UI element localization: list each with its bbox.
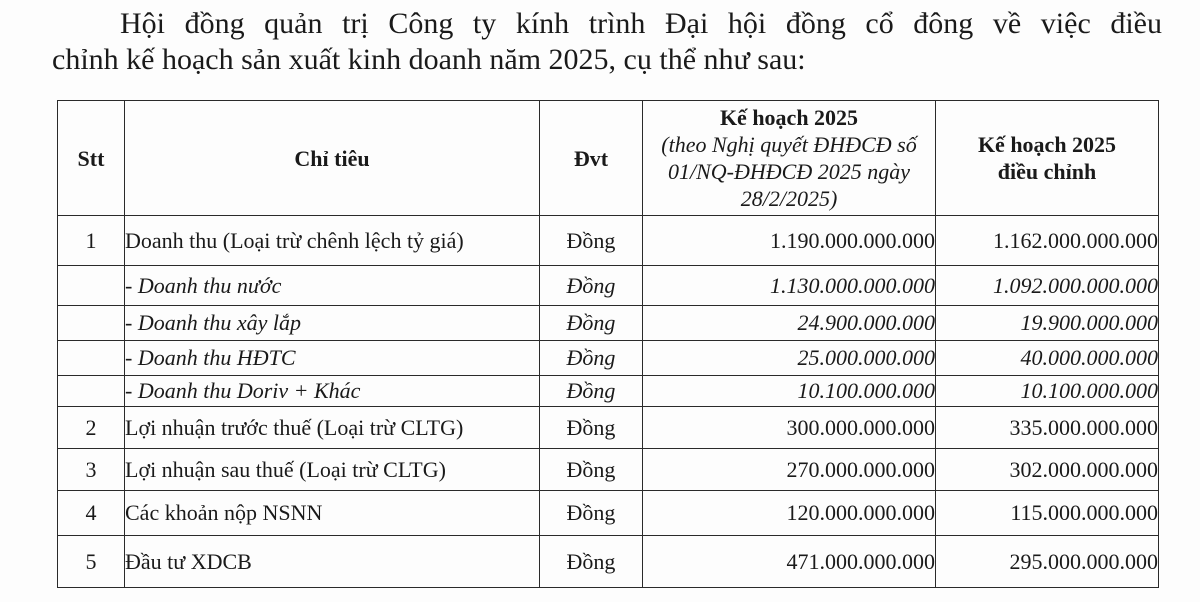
- cell-unit: Đồng: [540, 376, 643, 407]
- header-plan-note: (theo Nghị quyết ĐHĐCĐ số 01/NQ-ĐHĐCĐ 2025 ngày 28/2/2025): [661, 132, 917, 211]
- cell-adjusted: 40.000.000.000: [936, 341, 1159, 376]
- cell-name: Đầu tư XDCB: [125, 536, 540, 588]
- cell-adjusted: 10.100.000.000: [936, 376, 1159, 407]
- cell-unit: Đồng: [540, 216, 643, 266]
- cell-plan: 471.000.000.000: [643, 536, 936, 588]
- cell-stt: 3: [58, 449, 125, 491]
- header-plan-title: Kế hoạch 2025: [719, 105, 859, 130]
- header-adjusted-line2: điều chỉnh: [997, 159, 1097, 184]
- table-row: [58, 449, 1159, 491]
- table-row: [58, 491, 1159, 536]
- cell-plan: 24.900.000.000: [643, 306, 936, 341]
- table-row: [58, 266, 1159, 306]
- cell-plan: 25.000.000.000: [643, 341, 936, 376]
- cell-adjusted: 1.092.000.000.000: [936, 266, 1159, 306]
- cell-unit: Đồng: [540, 266, 643, 306]
- cell-plan: 1.190.000.000.000: [643, 216, 936, 266]
- header-plan-adjusted: [936, 101, 1159, 216]
- cell-name: Doanh thu (Loại trừ chênh lệch tỷ giá): [125, 216, 540, 266]
- cell-name: - Doanh thu nước: [125, 266, 540, 306]
- cell-stt: [58, 306, 125, 341]
- cell-unit: Đồng: [540, 491, 643, 536]
- cell-adjusted: 19.900.000.000: [936, 306, 1159, 341]
- cell-stt: [58, 341, 125, 376]
- cell-plan: 300.000.000.000: [643, 407, 936, 449]
- cell-adjusted: 115.000.000.000: [936, 491, 1159, 536]
- cell-stt: 4: [58, 491, 125, 536]
- header-dvt: Đvt: [540, 101, 643, 216]
- header-chi-tieu: Chỉ tiêu: [125, 101, 540, 216]
- cell-unit: Đồng: [540, 341, 643, 376]
- table-row: [58, 306, 1159, 341]
- table-row: [58, 341, 1159, 376]
- table-row: [58, 376, 1159, 407]
- cell-stt: 5: [58, 536, 125, 588]
- cell-plan: 1.130.000.000.000: [643, 266, 936, 306]
- cell-name: Lợi nhuận sau thuế (Loại trừ CLTG): [125, 449, 540, 491]
- intro-paragraph: [52, 6, 1162, 78]
- business-plan-table: [57, 100, 1159, 588]
- intro-line-1: Hội đồng quản trị Công ty kính trình Đại hội đồng cổ đông về việc điều: [120, 7, 1162, 40]
- cell-name: Lợi nhuận trước thuế (Loại trừ CLTG): [125, 407, 540, 449]
- cell-stt: 1: [58, 216, 125, 266]
- cell-name: - Doanh thu Doriv + Khác: [125, 376, 540, 407]
- intro-line-2: chỉnh kế hoạch sản xuất kinh doanh năm 2025, cụ thể như sau:: [52, 43, 806, 76]
- cell-name: - Doanh thu xây lắp: [125, 306, 540, 341]
- table-header-row: [58, 101, 1159, 216]
- cell-adjusted: 335.000.000.000: [936, 407, 1159, 449]
- cell-adjusted: 1.162.000.000.000: [936, 216, 1159, 266]
- cell-plan: 10.100.000.000: [643, 376, 936, 407]
- cell-unit: Đồng: [540, 536, 643, 588]
- table-row: [58, 216, 1159, 266]
- header-stt: Stt: [58, 101, 125, 216]
- cell-stt: 2: [58, 407, 125, 449]
- cell-unit: Đồng: [540, 407, 643, 449]
- cell-adjusted: 295.000.000.000: [936, 536, 1159, 588]
- cell-adjusted: 302.000.000.000: [936, 449, 1159, 491]
- cell-stt: [58, 266, 125, 306]
- cell-name: - Doanh thu HĐTC: [125, 341, 540, 376]
- header-adjusted-line1: Kế hoạch 2025: [977, 132, 1117, 157]
- cell-unit: Đồng: [540, 449, 643, 491]
- cell-plan: 120.000.000.000: [643, 491, 936, 536]
- cell-stt: [58, 376, 125, 407]
- table-row: [58, 407, 1159, 449]
- table-row: [58, 536, 1159, 588]
- cell-name: Các khoản nộp NSNN: [125, 491, 540, 536]
- header-plan-2025: [643, 101, 936, 216]
- cell-unit: Đồng: [540, 306, 643, 341]
- cell-plan: 270.000.000.000: [643, 449, 936, 491]
